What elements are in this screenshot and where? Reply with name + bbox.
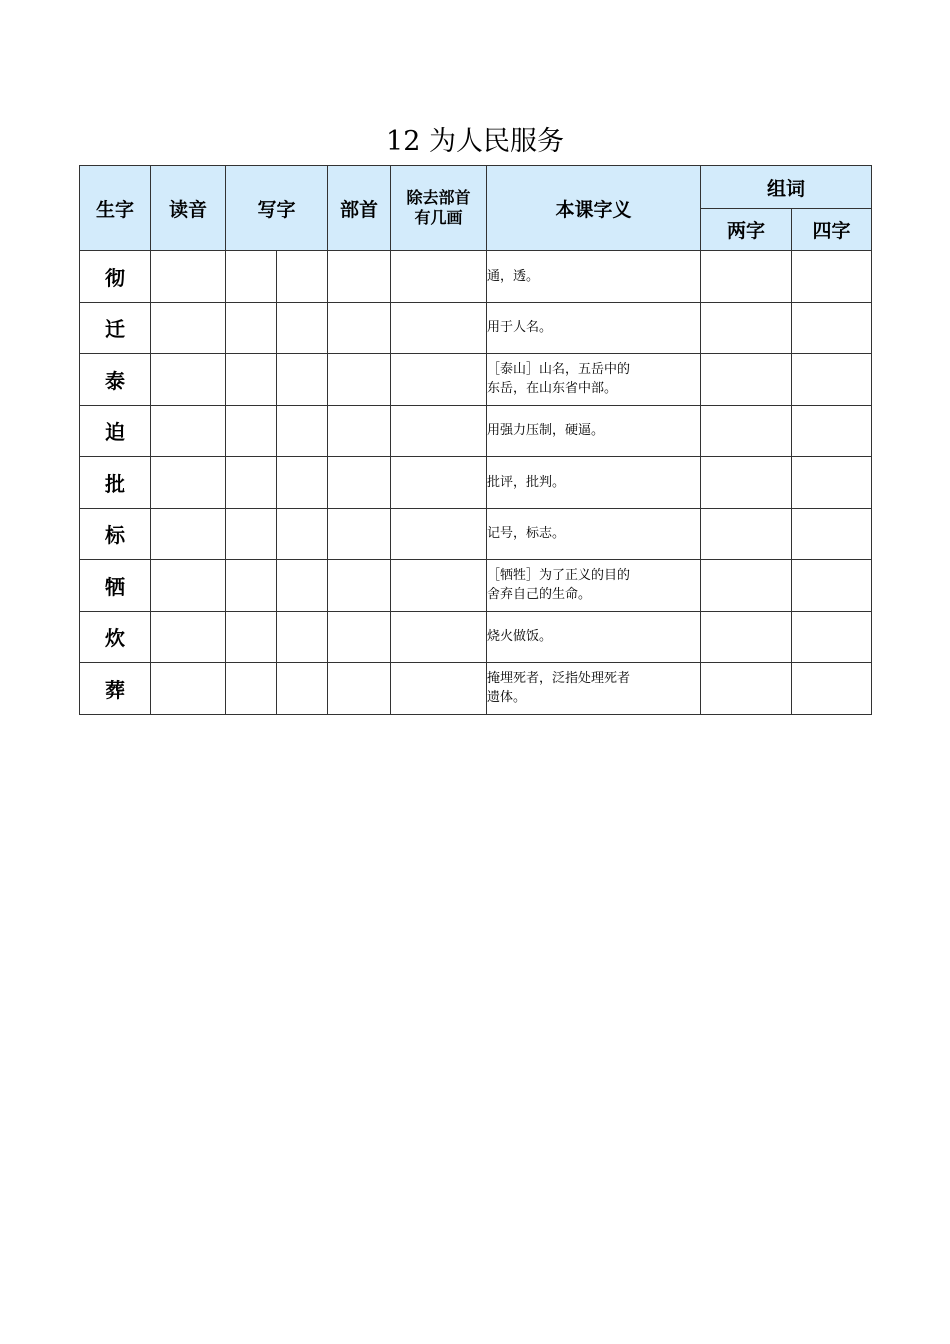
two-char-word-cell[interactable] bbox=[701, 508, 792, 560]
two-char-word-cell[interactable] bbox=[701, 611, 792, 663]
char-cell: 迁 bbox=[80, 302, 151, 354]
strokes-cell[interactable] bbox=[391, 560, 487, 612]
header-strokes bbox=[391, 166, 487, 251]
two-char-word-cell[interactable] bbox=[701, 251, 792, 303]
radical-cell[interactable] bbox=[328, 251, 391, 303]
meaning-cell bbox=[487, 560, 701, 612]
write-cell-2[interactable] bbox=[277, 302, 328, 354]
strokes-cell[interactable] bbox=[391, 663, 487, 715]
char-cell: 批 bbox=[80, 457, 151, 509]
radical-cell[interactable] bbox=[328, 663, 391, 715]
write-cell-1[interactable] bbox=[226, 663, 277, 715]
four-char-word-cell[interactable] bbox=[792, 302, 872, 354]
write-cell-1[interactable] bbox=[226, 405, 277, 457]
table-row bbox=[80, 405, 872, 457]
meaning-cell bbox=[487, 251, 701, 303]
four-char-word-cell[interactable] bbox=[792, 560, 872, 612]
write-cell-1[interactable] bbox=[226, 560, 277, 612]
strokes-cell[interactable] bbox=[391, 405, 487, 457]
char-cell: 彻 bbox=[80, 251, 151, 303]
table-row bbox=[80, 457, 872, 509]
table-row bbox=[80, 508, 872, 560]
write-cell-1[interactable] bbox=[226, 457, 277, 509]
page-title: 12 为人民服务 bbox=[386, 126, 564, 157]
meaning-line-2: 舍弃自己的生命。 bbox=[487, 587, 592, 603]
write-cell-2[interactable] bbox=[277, 405, 328, 457]
two-char-word-cell[interactable] bbox=[701, 302, 792, 354]
two-char-word-cell[interactable] bbox=[701, 663, 792, 715]
meaning-line-1: 烧火做饭。 bbox=[487, 629, 553, 645]
write-cell-1[interactable] bbox=[226, 611, 277, 663]
strokes-cell[interactable] bbox=[391, 611, 487, 663]
table-row bbox=[80, 354, 872, 406]
table-row bbox=[80, 251, 872, 303]
meaning-line-1: ［牺牲］为了正义的目的 bbox=[487, 568, 631, 584]
char-cell: 葬 bbox=[80, 663, 151, 715]
pinyin-cell[interactable] bbox=[151, 302, 226, 354]
meaning-line-2: 东岳，在山东省中部。 bbox=[487, 381, 618, 397]
two-char-word-cell[interactable] bbox=[701, 457, 792, 509]
header-strokes-line2: 有几画 bbox=[414, 208, 463, 227]
pinyin-cell[interactable] bbox=[151, 508, 226, 560]
write-cell-1[interactable] bbox=[226, 354, 277, 406]
write-cell-2[interactable] bbox=[277, 251, 328, 303]
meaning-cell bbox=[487, 611, 701, 663]
table-body bbox=[80, 251, 872, 715]
four-char-word-cell[interactable] bbox=[792, 611, 872, 663]
meaning-cell bbox=[487, 508, 701, 560]
strokes-cell[interactable] bbox=[391, 251, 487, 303]
pinyin-cell[interactable] bbox=[151, 611, 226, 663]
pinyin-cell[interactable] bbox=[151, 354, 226, 406]
header-strokes-line1: 除去部首 bbox=[406, 188, 471, 207]
meaning-cell bbox=[487, 405, 701, 457]
header-pinyin: 读音 bbox=[151, 166, 226, 251]
two-char-word-cell[interactable] bbox=[701, 354, 792, 406]
meaning-cell bbox=[487, 663, 701, 715]
char-cell: 标 bbox=[80, 508, 151, 560]
four-char-word-cell[interactable] bbox=[792, 251, 872, 303]
write-cell-2[interactable] bbox=[277, 354, 328, 406]
pinyin-cell[interactable] bbox=[151, 457, 226, 509]
char-cell: 迫 bbox=[80, 405, 151, 457]
meaning-cell bbox=[487, 302, 701, 354]
meaning-cell bbox=[487, 354, 701, 406]
meaning-line-1: ［泰山］山名，五岳中的 bbox=[487, 362, 631, 378]
vocabulary-table bbox=[79, 165, 872, 715]
meaning-line-1: 掩埋死者，泛指处理死者 bbox=[487, 671, 631, 687]
table-row bbox=[80, 302, 872, 354]
table-row bbox=[80, 560, 872, 612]
header-words: 组词 bbox=[701, 166, 872, 209]
pinyin-cell[interactable] bbox=[151, 405, 226, 457]
strokes-cell[interactable] bbox=[391, 354, 487, 406]
write-cell-2[interactable] bbox=[277, 457, 328, 509]
pinyin-cell[interactable] bbox=[151, 663, 226, 715]
header-four-char: 四字 bbox=[792, 209, 872, 251]
write-cell-2[interactable] bbox=[277, 508, 328, 560]
write-cell-1[interactable] bbox=[226, 251, 277, 303]
header-two-char: 两字 bbox=[701, 209, 792, 251]
header-char: 生字 bbox=[80, 166, 151, 251]
four-char-word-cell[interactable] bbox=[792, 457, 872, 509]
radical-cell[interactable] bbox=[328, 302, 391, 354]
radical-cell[interactable] bbox=[328, 354, 391, 406]
strokes-cell[interactable] bbox=[391, 508, 487, 560]
meaning-line-2: 遗体。 bbox=[487, 690, 527, 706]
radical-cell[interactable] bbox=[328, 560, 391, 612]
radical-cell[interactable] bbox=[328, 508, 391, 560]
meaning-line-1: 批评，批判。 bbox=[487, 474, 566, 490]
char-cell: 牺 bbox=[80, 560, 151, 612]
meaning-line-1: 用于人名。 bbox=[487, 320, 553, 336]
meaning-line-1: 记号，标志。 bbox=[487, 526, 566, 542]
write-cell-2[interactable] bbox=[277, 560, 328, 612]
radical-cell[interactable] bbox=[328, 611, 391, 663]
write-cell-1[interactable] bbox=[226, 508, 277, 560]
char-cell: 泰 bbox=[80, 354, 151, 406]
two-char-word-cell[interactable] bbox=[701, 560, 792, 612]
four-char-word-cell[interactable] bbox=[792, 405, 872, 457]
table-row bbox=[80, 611, 872, 663]
char-cell: 炊 bbox=[80, 611, 151, 663]
header-meaning: 本课字义 bbox=[487, 166, 701, 251]
meaning-line-1: 用强力压制，硬逼。 bbox=[487, 423, 605, 439]
meaning-line-1: 通，透。 bbox=[487, 268, 540, 284]
pinyin-cell[interactable] bbox=[151, 251, 226, 303]
four-char-word-cell[interactable] bbox=[792, 663, 872, 715]
radical-cell[interactable] bbox=[328, 405, 391, 457]
four-char-word-cell[interactable] bbox=[792, 354, 872, 406]
pinyin-cell[interactable] bbox=[151, 560, 226, 612]
header-radical: 部首 bbox=[328, 166, 391, 251]
strokes-cell[interactable] bbox=[391, 302, 487, 354]
write-cell-2[interactable] bbox=[277, 611, 328, 663]
write-cell-2[interactable] bbox=[277, 663, 328, 715]
strokes-cell[interactable] bbox=[391, 457, 487, 509]
write-cell-1[interactable] bbox=[226, 302, 277, 354]
four-char-word-cell[interactable] bbox=[792, 508, 872, 560]
table-row bbox=[80, 663, 872, 715]
meaning-cell bbox=[487, 457, 701, 509]
radical-cell[interactable] bbox=[328, 457, 391, 509]
header-write: 写字 bbox=[226, 166, 328, 251]
two-char-word-cell[interactable] bbox=[701, 405, 792, 457]
